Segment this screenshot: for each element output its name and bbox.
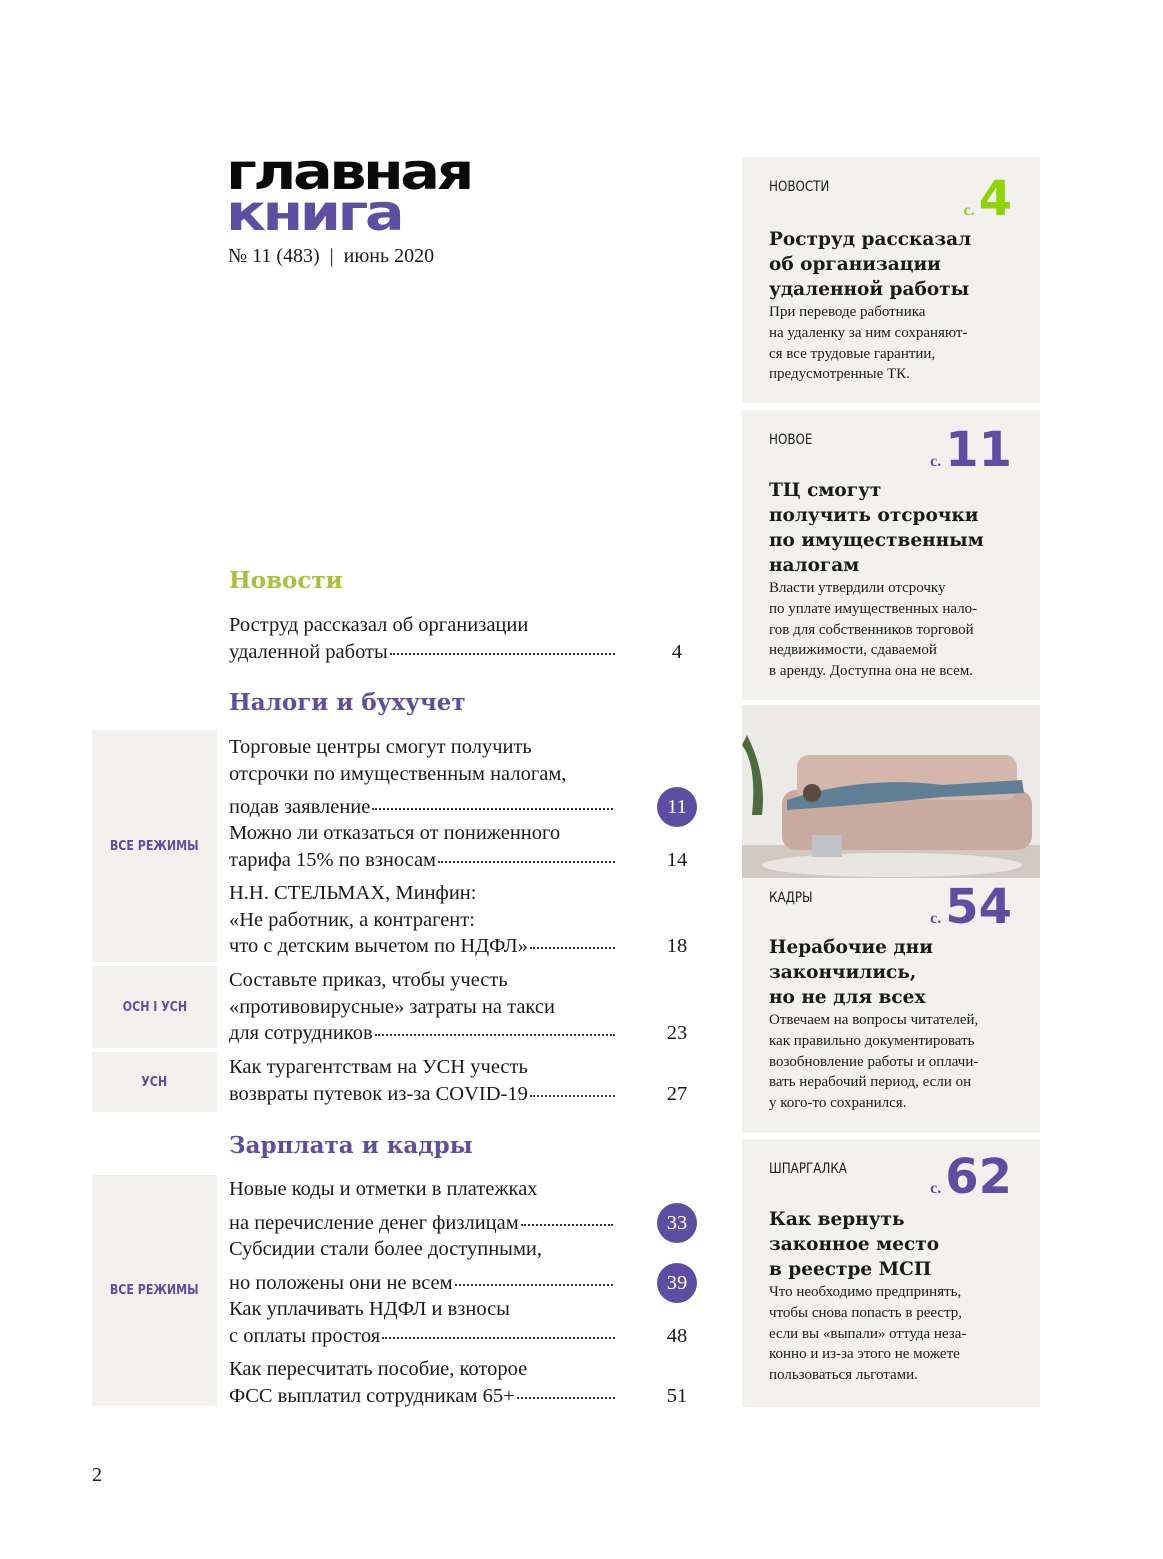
card-summary-line: недвижимости, сдаваемой	[769, 642, 937, 659]
page-prefix: с.	[930, 453, 942, 470]
card-summary-line: вать нерабочий период, если он	[769, 1074, 972, 1091]
card-title-line: законное место	[769, 1234, 940, 1255]
dot-leader	[382, 1337, 615, 1339]
card-summary	[769, 302, 967, 385]
page-badge[interactable]: 33	[657, 1203, 697, 1243]
toc-entry-line: отсрочки по имущественным налогам,	[229, 762, 567, 785]
card-title-line: Нерабочие дни	[769, 937, 933, 958]
card-title-line: об организации	[769, 254, 941, 275]
toc-entry-line: Роструд рассказал об организации	[229, 614, 529, 636]
card-title-line: ТЦ смогут	[769, 480, 882, 501]
section-title-news: Новости	[229, 567, 343, 594]
dot-leader	[372, 808, 613, 810]
toc-entry-line: на перечисление денег физлицам	[229, 1211, 519, 1234]
regime-label: УСН	[92, 1052, 217, 1112]
card-summary-line: гов для собственников торговой	[769, 621, 974, 638]
logo-line2: книга	[226, 184, 402, 242]
card-summary-line: ся все трудовые гарантии,	[769, 345, 936, 362]
toc-entry-line: ФСС выплатил сотрудникам 65+	[229, 1384, 515, 1407]
toc-entry-line: удаленной работы	[229, 640, 388, 663]
card-category: НОВОСТИ	[769, 179, 830, 195]
magazine-logo	[226, 143, 471, 242]
card-category: НОВОЕ	[769, 432, 813, 448]
page-prefix: с.	[963, 202, 975, 219]
card-summary-line: При переводе работника	[769, 304, 926, 320]
feature-card[interactable]	[742, 1139, 1040, 1407]
card-title-line: но не для всех	[769, 987, 926, 1008]
card-title-line: в реестре МСП	[769, 1259, 932, 1280]
card-page-ref[interactable]	[930, 879, 1012, 935]
toc-entry-line: возвраты путевок из-за COVID-19	[229, 1082, 528, 1105]
page-number-large: 62	[945, 1149, 1012, 1205]
card-summary-line: Отвечаем на вопросы читателей,	[769, 1012, 979, 1028]
card-summary-line: пользоваться льготами.	[769, 1367, 918, 1384]
card-title-line: налогам	[769, 555, 860, 576]
regime-label: ВСЕ РЕЖИМЫ	[92, 730, 217, 962]
dot-leader	[530, 947, 615, 949]
feature-card[interactable]	[742, 157, 1040, 403]
card-summary-line: в аренду. Доступна она не всем.	[769, 663, 973, 680]
card-title-line: Роструд рассказал	[769, 229, 972, 250]
toc-entry-line: Как турагентствам на УСН учесть	[229, 1056, 528, 1078]
page-ref[interactable]: 14	[666, 848, 688, 871]
card-summary-line: если вы «выпали» оттуда неза-	[769, 1325, 967, 1342]
page-badge[interactable]: 11	[657, 787, 697, 827]
page-ref[interactable]: 23	[666, 1022, 688, 1045]
dot-leader	[438, 861, 615, 863]
toc-entry[interactable]	[229, 734, 695, 827]
dot-leader	[517, 1397, 615, 1399]
card-title	[769, 227, 971, 302]
toc-entry-line: для сотрудников	[229, 1022, 373, 1045]
toc-entry-line: Н.Н. СТЕЛЬМАХ, Минфин:	[229, 882, 477, 904]
feature-card[interactable]	[742, 878, 1040, 1133]
toc-entry[interactable]	[229, 820, 695, 873]
toc-entry[interactable]	[229, 612, 695, 665]
dot-leader	[390, 653, 615, 655]
toc-entry-line: тарифа 15% по взносам	[229, 848, 437, 871]
page-number-large: 11	[945, 422, 1012, 478]
regime-label: ОСН I УСН	[92, 966, 217, 1048]
toc-entry[interactable]	[229, 1296, 695, 1349]
toc-entry-line: Как пересчитать пособие, которое	[229, 1358, 528, 1380]
page-ref[interactable]: 51	[666, 1384, 688, 1407]
card-summary-line: чтобы снова попасть в реестр,	[769, 1304, 963, 1321]
card-summary-line: по уплате имущественных нало-	[769, 600, 978, 617]
card-summary-line: у кого-то сохранился.	[769, 1095, 907, 1112]
card-title-line: по имущественным	[769, 530, 984, 551]
card-title-line: получить отсрочки	[769, 505, 979, 526]
page-ref[interactable]: 4	[671, 640, 683, 663]
issue-info: № 11 (483) | июнь 2020	[228, 245, 435, 267]
toc-entry-line: но положены они не всем	[229, 1271, 453, 1294]
card-page-ref[interactable]	[963, 171, 1012, 227]
card-summary-line: предусмотренные ТК.	[769, 366, 910, 383]
page-prefix: с.	[930, 910, 942, 927]
card-summary	[769, 1282, 966, 1386]
section-title-salary: Зарплата и кадры	[229, 1132, 473, 1159]
card-summary-line: Власти утвердили отсрочку	[769, 580, 946, 596]
card-summary-line: Что необходимо предпринять,	[769, 1284, 962, 1300]
toc-entry[interactable]	[229, 880, 695, 960]
dot-leader	[530, 1095, 615, 1097]
toc-entry-line: Новые коды и отметки в платежках	[229, 1178, 538, 1200]
card-page-ref[interactable]	[930, 422, 1012, 478]
card-category: КАДРЫ	[769, 890, 813, 906]
toc-entry[interactable]	[229, 1176, 695, 1243]
toc-entry-line: Можно ли отказаться от пониженного	[229, 822, 561, 844]
card-title-line: удаленной работы	[769, 279, 970, 300]
toc-entry[interactable]	[229, 967, 695, 1047]
regime-label: ВСЕ РЕЖИМЫ	[92, 1175, 217, 1406]
card-page-ref[interactable]	[930, 1149, 1012, 1205]
page-ref[interactable]: 18	[666, 935, 688, 958]
card-summary	[769, 1010, 978, 1114]
card-title	[769, 478, 984, 578]
page-number-large: 54	[945, 879, 1012, 935]
toc-entry-line: «противовирусные» затраты на такси	[229, 995, 555, 1018]
page-ref[interactable]: 48	[666, 1324, 688, 1347]
page-number: 2	[92, 1464, 102, 1486]
dot-leader	[455, 1284, 613, 1286]
card-category: ШПАРГАЛКА	[769, 1161, 847, 1177]
toc-entry-line: Составьте приказ, чтобы учесть	[229, 969, 508, 991]
toc-entry-line: с оплаты простоя	[229, 1324, 381, 1347]
section-title-taxes: Налоги и бухучет	[229, 689, 466, 716]
card-summary-line: как правильно документировать	[769, 1032, 975, 1049]
page-prefix: с.	[930, 1180, 942, 1197]
toc-entry-line: Субсидии стали более доступными,	[229, 1238, 543, 1260]
card-title-line: закончились,	[769, 962, 917, 983]
toc-entry[interactable]	[229, 1356, 695, 1409]
card-title	[769, 1207, 939, 1282]
page-number-large: 4	[978, 171, 1012, 227]
card-summary-line: возобновление работы и оплачи-	[769, 1053, 979, 1070]
toc-entry[interactable]	[229, 1236, 695, 1303]
feature-card[interactable]	[742, 410, 1040, 700]
toc-entry-line: «Не работник, а контрагент:	[229, 908, 475, 931]
toc-entry-line: подав заявление	[229, 796, 371, 819]
photo-man-on-sofa	[742, 705, 1040, 878]
toc-entry[interactable]	[229, 1054, 695, 1107]
dot-leader	[375, 1034, 615, 1036]
toc-entry-line: Как уплачивать НДФЛ и взносы	[229, 1298, 510, 1320]
card-summary	[769, 578, 977, 682]
card-summary-line: на удаленку за ним сохраняют-	[769, 324, 968, 341]
toc-entry-line: Торговые центры смогут получить	[229, 736, 532, 758]
toc-entry-line: что с детским вычетом по НДФЛ»	[229, 935, 528, 958]
card-title	[769, 935, 933, 1010]
page-badge[interactable]: 39	[657, 1263, 697, 1303]
page-ref[interactable]: 27	[666, 1082, 688, 1105]
logo-line1: главная	[226, 143, 471, 201]
dot-leader	[521, 1224, 613, 1226]
card-title-line: Как вернуть	[769, 1209, 905, 1230]
card-summary-line: конно и из-за этого не можете	[769, 1346, 960, 1363]
